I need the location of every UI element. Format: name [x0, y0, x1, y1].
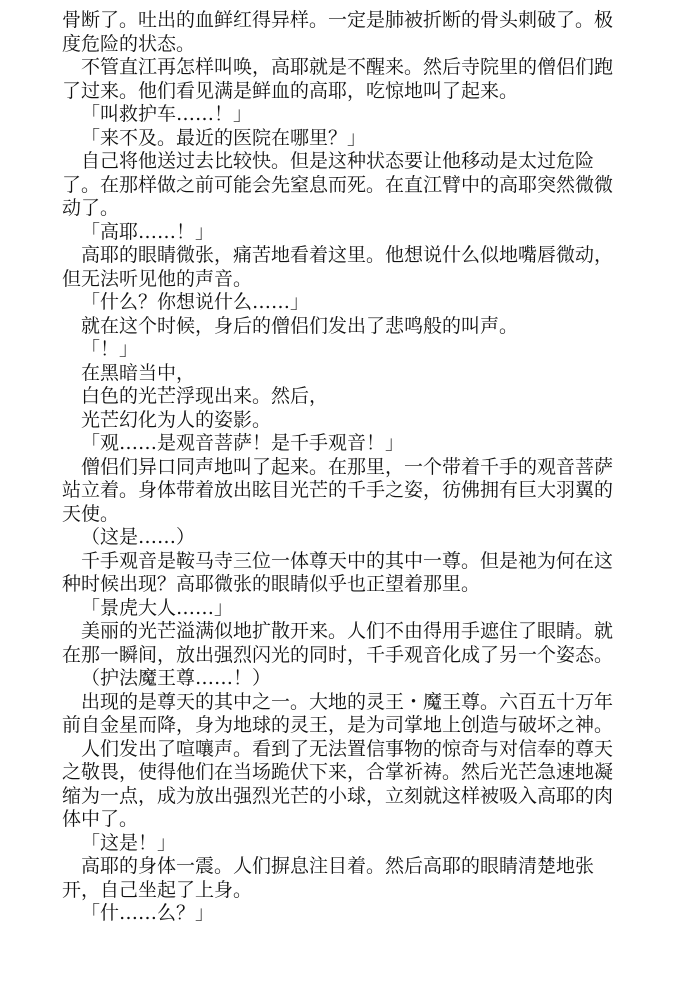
text-line: 缩为一点，成为放出强烈光芒的小球，立刻就这样被吸入高耶的肉 [62, 784, 614, 807]
text-line: 天使。 [62, 502, 120, 525]
text-line: 「这是！」 [81, 831, 177, 854]
text-line: 不管直江再怎样叫唤，高耶就是不醒来。然后寺院里的僧侣们跑 [81, 56, 614, 78]
text-line: 体中了。 [62, 808, 139, 830]
text-line: 开，自己坐起了上身。 [62, 878, 253, 901]
text-line: 高耶的身体一震。人们摒息注目着。然后高耶的眼睛清楚地张 [81, 855, 595, 877]
text-line: 就在这个时候，身后的僧侣们发出了悲鸣般的叫声。 [81, 314, 519, 337]
text-line: 「什么？你想说什么……」 [81, 291, 310, 313]
text-line: 白色的光芒浮现出来。然后， [81, 385, 329, 407]
text-line: 千手观音是鞍马寺三位一体尊天中的其中一尊。但是祂为何在这 [81, 549, 614, 572]
text-line: 自己将他送过去比较快。但是这种状态要让他移动是太过危险 [81, 150, 595, 172]
text-line: 度危险的状态。 [62, 32, 196, 55]
text-line: 但无法听见他的声音。 [62, 267, 253, 290]
text-line: 「！」 [81, 338, 139, 360]
text-line: 「来不及。最近的医院在哪里？」 [81, 126, 367, 149]
text-line: 美丽的光芒溢满似地扩散开来。人们不由得用手遮住了眼睛。就 [81, 620, 614, 642]
text-line: （护法魔王尊……！） [81, 667, 272, 689]
text-line: 「叫救护车……！」 [81, 103, 253, 125]
text-line: 「高耶……！」 [81, 220, 215, 243]
text-line: 前自金星而降，身为地球的灵王，是为司掌地上创造与破坏之神。 [62, 714, 614, 736]
text-line: 人们发出了喧嚷声。看到了无法置信事物的惊奇与对信奉的尊天 [81, 737, 614, 760]
text-line: 动了。 [62, 197, 120, 219]
text-line: 「观……是观音菩萨！是千手观音！」 [81, 432, 405, 454]
text-line: 僧侣们异口同声地叫了起来。在那里，一个带着千手的观音菩萨 [81, 455, 614, 478]
text-line: 光芒幻化为人的姿影。 [81, 408, 272, 431]
text-line: 在黑暗当中， [81, 361, 196, 384]
text-line: 在那一瞬间，放出强烈闪光的同时，千手观音化成了另一个姿态。 [62, 643, 614, 666]
text-line: 种时候出现？高耶微张的眼睛似乎也正望着那里。 [62, 573, 481, 595]
text-line: （这是……） [81, 526, 196, 548]
text-line: 了过来。他们看见满是鲜血的高耶，吃惊地叫了起来。 [62, 79, 519, 102]
text-line: 之敬畏，使得他们在当场跪伏下来，合掌祈祷。然后光芒急速地凝 [62, 761, 614, 783]
text-line: 了。在那样做之前可能会先窒息而死。在直江臂中的高耶突然微微 [62, 173, 614, 196]
text-line: 「景虎大人……」 [81, 596, 234, 619]
text-line: 站立着。身体带着放出眩目光芒的千手之姿，彷佛拥有巨大羽翼的 [62, 479, 614, 501]
text-line: 高耶的眼睛微张，痛苦地看着这里。他想说什么似地嘴唇微动， [81, 244, 614, 266]
text-line: 骨断了。吐出的血鲜红得异样。一定是肺被折断的骨头刺破了。极 [62, 9, 614, 31]
text-line: 出现的是尊天的其中之一。大地的灵王・魔王尊。六百五十万年 [81, 690, 614, 713]
text-line: 「什……么？」 [81, 902, 215, 924]
